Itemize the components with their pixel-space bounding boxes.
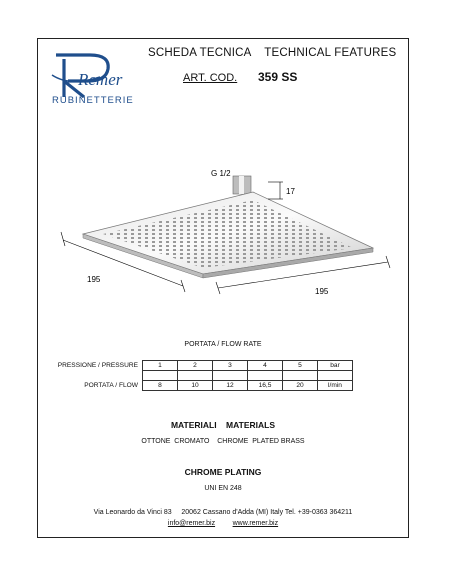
table-row: [38, 361, 353, 371]
materials-text: OTTONE CROMATO CHROME PLATED BRASS: [141, 438, 305, 445]
table-cell: 12: [213, 381, 248, 391]
technical-sheet: [37, 38, 409, 538]
table-cell: 3: [213, 361, 248, 371]
table-cell: 20: [283, 381, 318, 391]
table-cell: 1: [143, 361, 178, 371]
width-right-label: 195: [315, 287, 329, 296]
footer-address: Via Leonardo da Vinci 83 20062 Cassano d'Adda (MI) Italy Tel. +39-0363 364211: [93, 509, 353, 516]
materials-title: MATERIALI MATERIALS: [170, 420, 276, 430]
logo-text: Remer: [78, 70, 123, 89]
width-left-label: 195: [87, 275, 101, 284]
table-cell: [178, 371, 213, 381]
flow-rate-table: [38, 360, 353, 391]
table-cell: [318, 371, 353, 381]
table-cell: 16,5: [248, 381, 283, 391]
brand-subtitle: RUBINETTERIE: [52, 95, 134, 106]
website-link[interactable]: www.remer.biz: [232, 520, 279, 527]
table-row: [38, 371, 353, 381]
table-cell: [283, 371, 318, 381]
plating-standard: UNI EN 248: [204, 485, 242, 492]
table-cell: 8: [143, 381, 178, 391]
shower-head-drawing: [53, 164, 398, 314]
email-link[interactable]: info@remer.biz: [167, 520, 216, 527]
thickness-label: 17: [286, 187, 295, 196]
table-cell: 10: [178, 381, 213, 391]
table-row: [38, 381, 353, 391]
plating-title: CHROME PLATING: [184, 467, 262, 477]
flow-rate-title: PORTATA / FLOW RATE: [184, 341, 262, 348]
table-cell: bar: [318, 361, 353, 371]
table-cell: l/min: [318, 381, 353, 391]
row-label: [38, 371, 143, 381]
table-cell: 5: [283, 361, 318, 371]
table-cell: 2: [178, 361, 213, 371]
connector-label: G 1/2: [211, 169, 231, 178]
article-code: 359 SS: [258, 70, 298, 84]
article-code-label: ART. COD.: [183, 72, 238, 84]
row-label: PRESSIONE / PRESSURE: [57, 362, 138, 369]
table-cell: [143, 371, 178, 381]
table-cell: 4: [248, 361, 283, 371]
table-cell: [213, 371, 248, 381]
row-label: PORTATA / FLOW: [84, 382, 138, 389]
footer-contacts: [38, 520, 408, 527]
document-title: SCHEDA TECNICA TECHNICAL FEATURES: [148, 47, 397, 59]
table-cell: [248, 371, 283, 381]
